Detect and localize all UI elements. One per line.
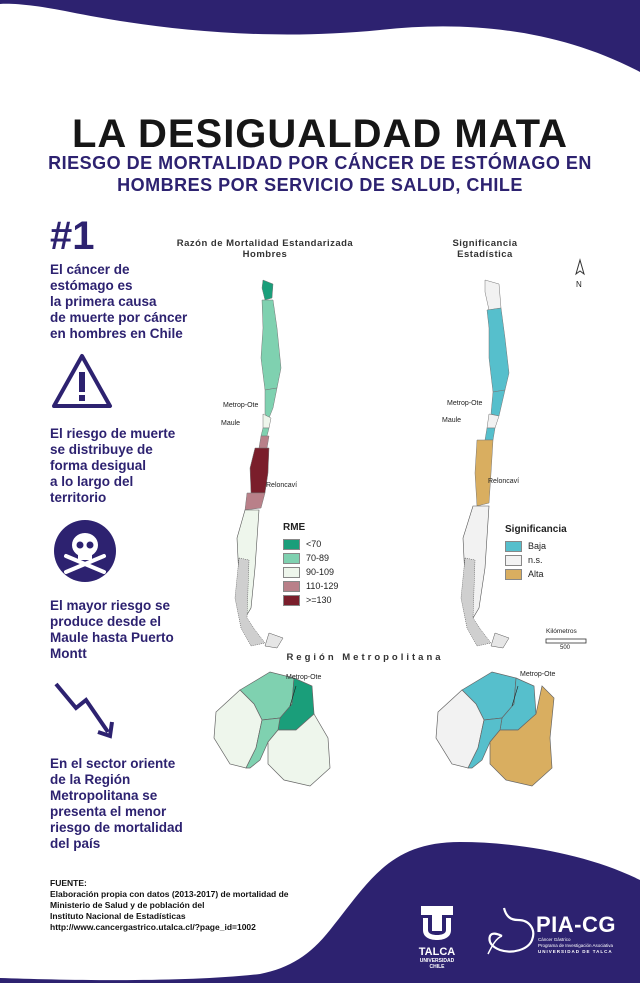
label-reloncavi-right: Reloncaví: [488, 478, 520, 485]
page-subtitle: RIESGO DE MORTALIDAD POR CÁNCER DE ESTÓMAGO EN HOMBRES POR SERVICIO DE SALUD, CHILE: [48, 153, 592, 195]
page-title: LA DESIGUALDAD MATA: [72, 112, 568, 156]
warning-icon: [50, 352, 114, 410]
talca-logo: TALCA UNIVERSIDAD CHILE: [410, 904, 464, 970]
rank-number: #1: [50, 214, 95, 258]
rme-region-map: [210, 668, 340, 790]
pia-cg-subtitle: Cáncer Gástrico Programa de Investigación Asociativa UNIVERSIDAD DE TALCA: [538, 937, 614, 954]
source-link: http://www.cancergastrico.utalca.cl/?page_id=1002: [50, 922, 256, 932]
rme-legend: RME <70 70-89 90-109 110-129 >=130: [283, 522, 339, 605]
significance-map-title: Significancia Estadística: [452, 238, 518, 260]
label-metrop-region-left: Metrop-Ote: [286, 674, 322, 681]
label-maule-right: Maule: [442, 417, 462, 424]
fact-2-text: El riesgo de muerte se distribuye de forma desigual a lo largo del territorio: [50, 426, 176, 505]
label-metrop-left: Metrop-Ote: [223, 402, 259, 409]
label-metrop-region-right: Metrop-Ote: [520, 671, 556, 678]
skull-crossbones-icon: [52, 518, 118, 584]
label-metrop-right: Metrop-Ote: [447, 400, 483, 407]
scale-bar: [544, 637, 590, 645]
region-title: Región Metropolitana: [286, 652, 444, 663]
label-reloncavi-left: Reloncaví: [266, 482, 298, 489]
scale-value: 500: [560, 645, 571, 651]
fact-4-text: En el sector oriente de la Región Metropolitana se presenta el menor riesgo de mortalidad del país: [50, 756, 183, 851]
scale-title: Kilómetros: [546, 628, 577, 635]
top-wave-banner: [0, 0, 640, 90]
significance-region-map: [432, 668, 562, 790]
label-maule-left: Maule: [221, 420, 241, 427]
significance-legend: Significancia Baja n.s. Alta: [505, 524, 567, 579]
talca-emblem-icon: [419, 904, 455, 942]
source-block: FUENTE: Elaboración propia con datos (2013-2017) de mortalidad de Ministerio de Salud y de población del Instituto Nacional de Estadísticas http://www.cancergastrico.utalca.cl/?page_id=1002: [50, 878, 380, 933]
pia-cg-logo-text: PIA-CG: [536, 912, 616, 937]
stomach-icon: [484, 906, 540, 956]
north-label: N: [576, 280, 582, 289]
significance-chile-map: [455, 278, 515, 650]
rme-chile-map: [225, 278, 285, 650]
fact-1-text: El cáncer de estómago es la primera causa de muerte por cáncer en hombres en Chile: [50, 262, 188, 341]
rme-map-title: Razón de Mortalidad Estandarizada Hombres: [176, 238, 354, 260]
descending-arrow-icon: [52, 680, 124, 744]
fact-3-text: El mayor riesgo se produce desde el Maule hasta Puerto Montt: [50, 598, 174, 661]
